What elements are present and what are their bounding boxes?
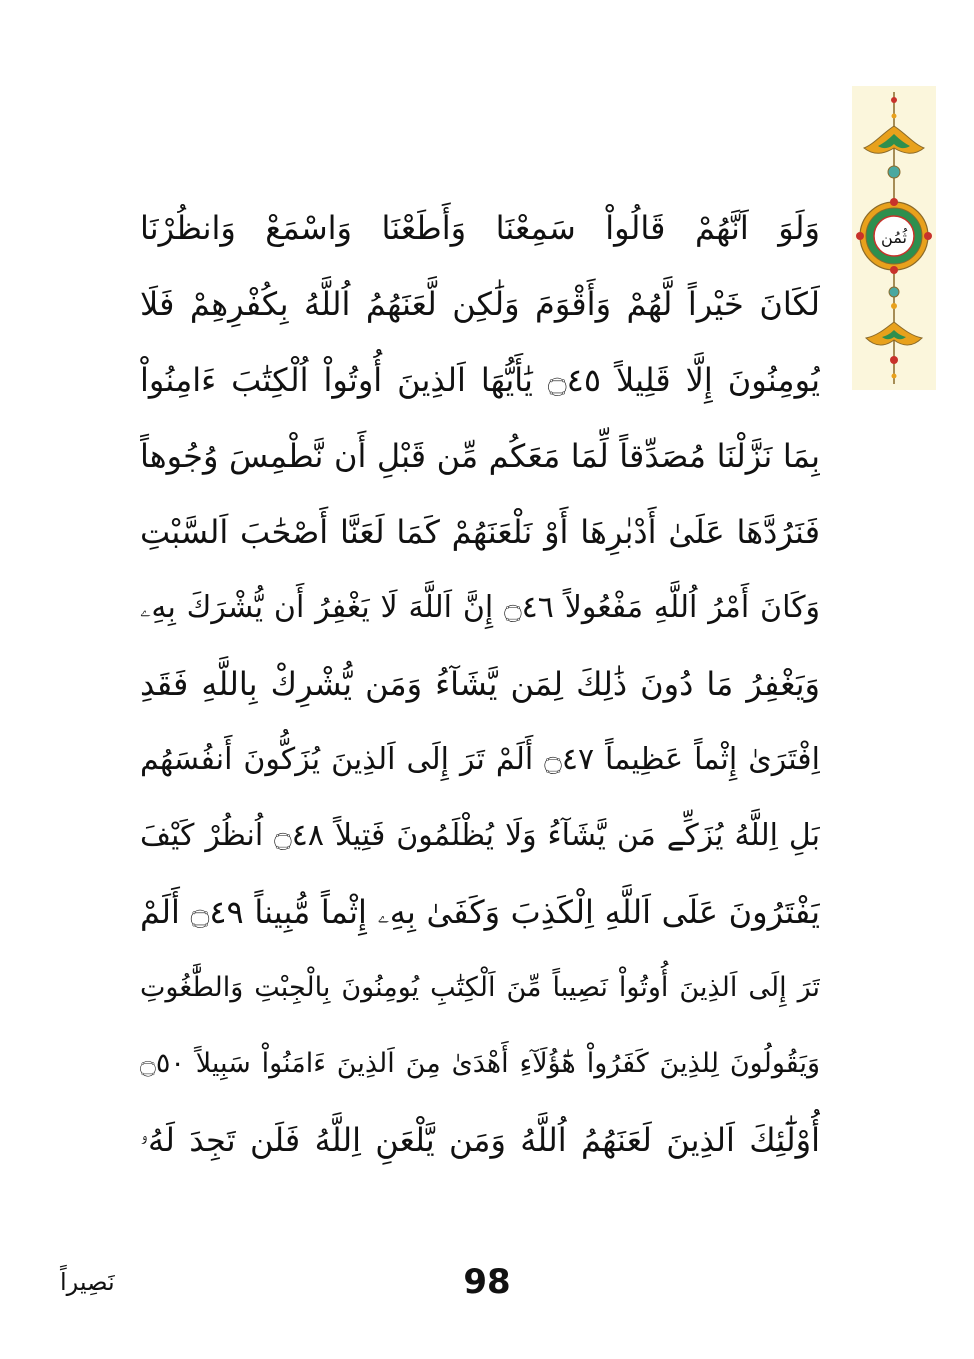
- text-line: اِفْتَرَىٰ إِثْماً عَظِيماً ۝٤٧ أَلَمْ تَرَ إِلَى اَلذِينَ يُزَكُّونَ أَنفُسَهُم: [140, 742, 820, 777]
- ornament-bead: [889, 287, 899, 297]
- text-line: وَلَوَ اَنَّهُمْ قَالُواْ سَمِعْنَا وَأَطَعْنَا وَاسْمَعْ وَانظُرْنَا: [140, 209, 820, 247]
- text-line: يُومِنُونَ إِلَّا قَلِيلاً ۝٤٥ يَٰأَيُّهَا اَلذِينَ أُوتُواْ اُلْكِتَٰبَ ءَامِنُواْ: [140, 361, 820, 399]
- hizb-marker-ornament: [852, 86, 936, 390]
- text-line: يَفْتَرُونَ عَلَى اَللَّهِ اِلْكَذِبَ وَكَفَىٰ بِهِۦ إِثْماً مُّبِيناً ۝٤٩ أَلَمْ: [140, 893, 820, 931]
- ornament-bead: [892, 114, 897, 119]
- ornament-graphic: [852, 86, 936, 390]
- ornament-bead: [890, 266, 898, 274]
- text-line: وَيَغْفِرُ مَا دُونَ ذَٰلِكَ لِمَن يَّشَآءُ وَمَن يُّشْرِكْ بِاللَّهِ فَقَدِ: [140, 665, 820, 703]
- ornament-bead: [924, 232, 932, 240]
- ornament-bead: [890, 356, 898, 364]
- ornament-bead-top: [891, 97, 897, 103]
- ornament-bead: [856, 232, 864, 240]
- text-line: بَلِ اِللَّهُ يُزَكِّے مَن يَّشَآءُ وَلَا يُظْلَمُونَ فَتِيلاً ۝٤٨ اُنظُرْ كَيْفَ: [140, 818, 820, 853]
- text-line: وَيَقُولُونَ لِلذِينَ كَفَرُواْ هَٰٓؤُلَآءِ أَهْدَىٰ مِنَ اَلذِينَ ءَامَنُواْ سَبِيلاً ۝٥٠: [140, 1048, 820, 1079]
- text-line: لَكَانَ خَيْراً لَّهُمْ وَأَقْوَمَ وَلَٰكِن لَّعَنَهُمُ اُللَّهُ بِكُفْرِهِمْ فَلَا: [140, 285, 820, 323]
- text-line: بِمَا نَزَّلْنَا مُصَدِّقاً لِّمَا مَعَكُم مِّن قَبْلِ أَن نَّطْمِسَ وُجُوهاً: [140, 437, 820, 475]
- text-line: أُوْلَٰٓئِكَ اَلذِينَ لَعَنَهُمُ اُللَّهُ وَمَن يَّلْعَنِ اِللَّهُ فَلَن تَجِدَ لَهُۥ: [140, 1121, 820, 1159]
- medallion-label: ثُمُن: [881, 228, 907, 247]
- catchword: نَصِيراً: [60, 1268, 115, 1296]
- ornament-bead: [891, 303, 897, 309]
- ornament-bead: [888, 166, 900, 178]
- page-number: 98: [463, 1262, 511, 1302]
- ornament-bead-bottom: [892, 374, 897, 379]
- text-line: فَنَرُدَّهَا عَلَىٰ أَدْبٰرِهَا أَوْ نَلْعَنَهُمْ كَمَا لَعَنَّا أَصْحَٰبَ اَلسَّبْتِ: [140, 513, 820, 551]
- quran-text-block: [140, 190, 820, 1180]
- text-line: تَرَ إِلَى اَلذِينَ أُوتُواْ نَصِيباً مِّنَ اَلْكِتَٰبِ يُومِنُونَ بِالْجِبْتِ وَالطَّٰغُوتِ: [140, 972, 820, 1003]
- text-line: وَكَانَ أَمْرُ اُللَّهِ مَفْعُولاً ۝٤٦ إِنَّ اَللَّهَ لَا يَغْفِرُ أَن يُّشْرَكَ بِهِۦ: [140, 590, 820, 625]
- ornament-bead: [890, 198, 898, 206]
